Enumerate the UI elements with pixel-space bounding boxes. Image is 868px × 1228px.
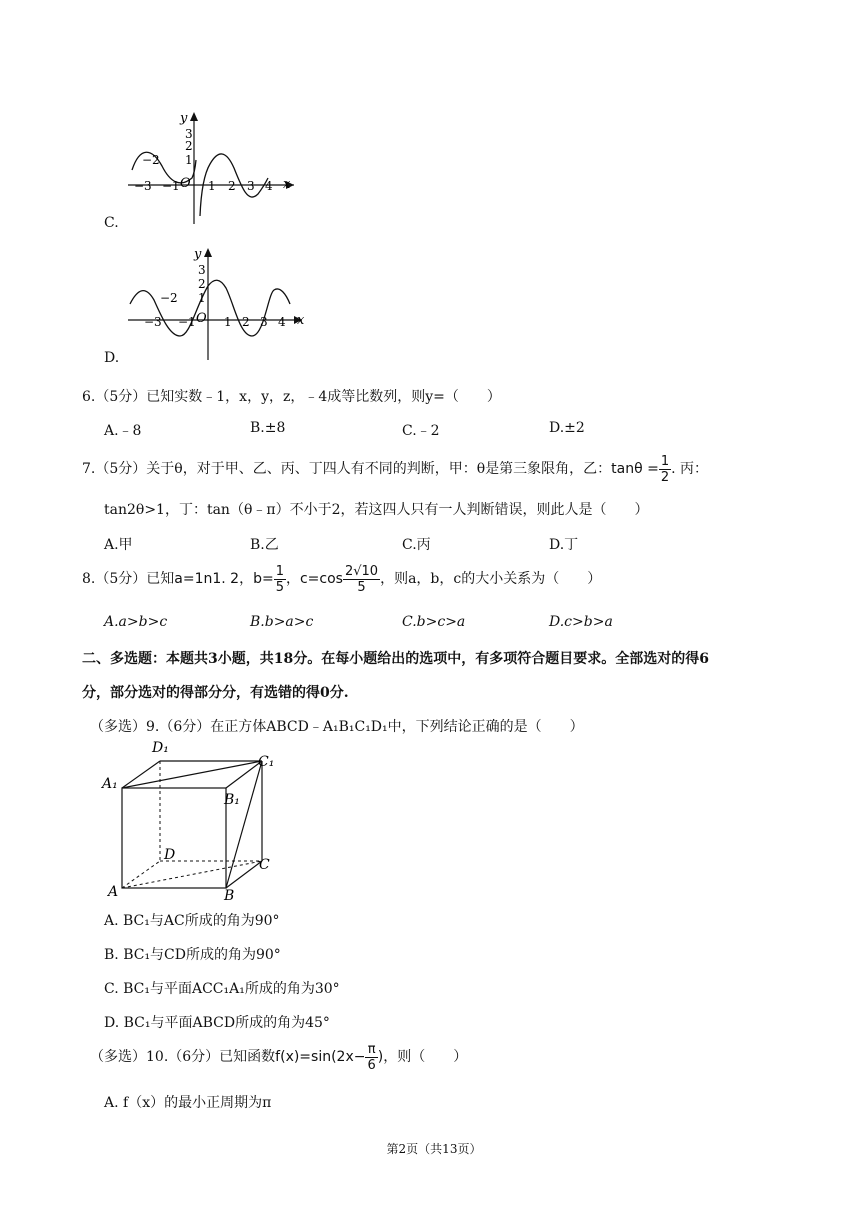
graph-c-xtick-4: 4 xyxy=(265,179,273,193)
question-8-c-den: 5 xyxy=(357,579,366,595)
graph-c-ytick-2: 2 xyxy=(185,139,193,153)
question-7-option-a: A.甲 xyxy=(104,537,133,553)
question-7-frac-den: 2 xyxy=(660,469,670,485)
question-7-option-d: D.丁 xyxy=(549,537,579,553)
question-8-b-den: 5 xyxy=(275,579,284,595)
graph-c-xtick-2: 2 xyxy=(228,179,236,193)
question-6-option-b: B.±8 xyxy=(250,420,286,436)
graph-c-xtick-n3: −3 xyxy=(134,179,152,193)
cube-label-b1: B₁ xyxy=(224,792,240,808)
cube-label-c1: C₁ xyxy=(258,754,275,770)
question-8-b-label: b= xyxy=(253,571,274,587)
question-7-stem-line1 xyxy=(82,452,708,486)
question-8-a-expr: a=1n1. 2 xyxy=(174,571,240,587)
question-8-b-num: 1 xyxy=(275,563,284,579)
question-9-option-d: D. BC₁与平面ABCD所成的角为45° xyxy=(104,1015,330,1031)
graph-d-x-label: x xyxy=(297,313,305,328)
cube-label-a1: A₁ xyxy=(102,776,118,792)
graph-d-ytick-2: 2 xyxy=(198,277,206,291)
graph-d-y-label: y xyxy=(194,247,202,262)
graph-c-origin: O xyxy=(180,176,191,191)
question-7-stem-line2: tan2θ>1，丁：tan（θ﹣π）不小于2，若这四人只有一人判断错误，则此人是（ ） xyxy=(104,502,649,518)
question-8-b-fraction xyxy=(274,564,286,595)
cube-label-d1: D₁ xyxy=(152,740,169,756)
graph-d-xtick-1: 1 xyxy=(224,315,232,329)
question-10-stem-b: ，则（ ） xyxy=(383,1049,468,1065)
graph-d-xtick-2: 2 xyxy=(242,315,250,329)
question-10-frac-num: π xyxy=(365,1042,377,1058)
question-9-stem: （多选）9.（6分）在正方体ABCD﹣A₁B₁C₁D₁中，下列结论正确的是（ ） xyxy=(90,719,584,735)
cube-label-b: B xyxy=(224,888,235,904)
question-10-option-a: A. f（x）的最小正周期为π xyxy=(104,1095,272,1111)
cube-label-c: C xyxy=(259,857,270,873)
section-2-heading-line2: 分，部分选对的得部分分，有选错的得0分. xyxy=(82,685,349,701)
question-6-stem: 6.（5分）已知实数﹣1，x，y，z，﹣4成等比数列，则y=（ ） xyxy=(82,389,501,405)
question-8-stem: 8.（5分）已知a=1n1. 2，b= $\frac{1}{5}$ ，c=cos $\frac{2√10}{5}$ ，则a，b，c的大小关系为（ ） xyxy=(82,563,602,595)
question-6-option-a: A.﹣8 xyxy=(104,423,142,439)
question-8-c-label: c=cos xyxy=(299,571,343,587)
question-8-option-c: C.b>c>a xyxy=(402,614,466,630)
question-10-fraction xyxy=(365,1042,377,1073)
question-8-stem-b: ，则a，b，c的大小关系为（ ） xyxy=(380,571,602,587)
graph-c-xtick-3: 3 xyxy=(247,179,255,193)
graph-c-xtick-1: 1 xyxy=(208,179,216,193)
question-8-stem-a: 8.（5分）已知 xyxy=(82,571,175,587)
graph-c-xtick-n1: −1 xyxy=(162,179,180,193)
cube-label-d: D xyxy=(164,847,176,863)
question-10-stem-a: （多选）10.（6分）已知函数 xyxy=(90,1049,276,1065)
section-2-heading-line1: 二、多选题：本题共3小题，共18分。在每小题给出的选项中，有多项符合题目要求。全部选对的得6 xyxy=(82,651,709,667)
graph-c-ytick-3: 3 xyxy=(185,127,193,141)
graph-c-x-label: x xyxy=(283,177,291,192)
question-7-tan: tanθ = xyxy=(611,461,659,477)
question-7-stem-a: 7.（5分）关于θ，对于甲、乙、丙、丁四人有不同的判断，甲：θ是第三象限角，乙： xyxy=(82,461,612,477)
question-8-c-num: 2√10 xyxy=(344,563,379,579)
question-9-option-c: C. BC₁与平面ACC₁A₁所成的角为30° xyxy=(104,981,340,997)
question-10-stem xyxy=(90,1038,467,1076)
graph-c-ytick-1: 1 xyxy=(185,153,193,167)
question-7-frac-num: 1 xyxy=(660,453,670,469)
question-7-stem-b: . 丙： xyxy=(671,461,708,477)
page-footer: 第2页（共13页） xyxy=(386,1142,482,1156)
graph-d-ytick-1: 1 xyxy=(198,291,206,305)
graph-d-ytick-3: 3 xyxy=(198,263,206,277)
question-9-option-b: B. BC₁与CD所成的角为90° xyxy=(104,947,281,963)
option-c-label: C. xyxy=(104,215,119,231)
graph-d xyxy=(122,244,312,364)
question-6-option-d: D.±2 xyxy=(549,420,585,436)
graph-d-origin: O xyxy=(196,311,207,326)
question-8-option-d: D.c>b>a xyxy=(549,614,613,630)
cube-label-a: A xyxy=(108,884,119,900)
question-8-option-b: B.b>a>c xyxy=(250,614,314,630)
graph-d-xtick-n1: −1 xyxy=(178,315,196,329)
graph-c xyxy=(122,108,302,228)
question-6-option-c: C.﹣2 xyxy=(402,423,440,439)
question-10-frac-den: 6 xyxy=(367,1057,376,1073)
graph-c-y-label: y xyxy=(180,111,188,126)
graph-d-xtick-4: 4 xyxy=(278,315,286,329)
graph-d-xtick-n2: −2 xyxy=(160,291,178,305)
question-10-close-paren: ) xyxy=(377,1049,384,1065)
graph-d-xtick-3: 3 xyxy=(260,315,268,329)
question-7-fraction xyxy=(659,454,671,485)
option-d-label: D. xyxy=(104,350,120,366)
question-7-option-c: C.丙 xyxy=(402,537,431,553)
question-8-c-fraction xyxy=(343,564,380,595)
cube-diagram xyxy=(100,736,290,906)
question-9-option-a: A. BC₁与AC所成的角为90° xyxy=(104,913,280,929)
question-8-option-a: A.a>b>c xyxy=(104,614,168,630)
question-10-function: f(x)=sin(2x− xyxy=(275,1049,366,1065)
question-7-option-b: B.乙 xyxy=(250,537,279,553)
graph-c-xtick-n2: −2 xyxy=(142,153,160,167)
graph-d-xtick-n3: −3 xyxy=(144,315,162,329)
